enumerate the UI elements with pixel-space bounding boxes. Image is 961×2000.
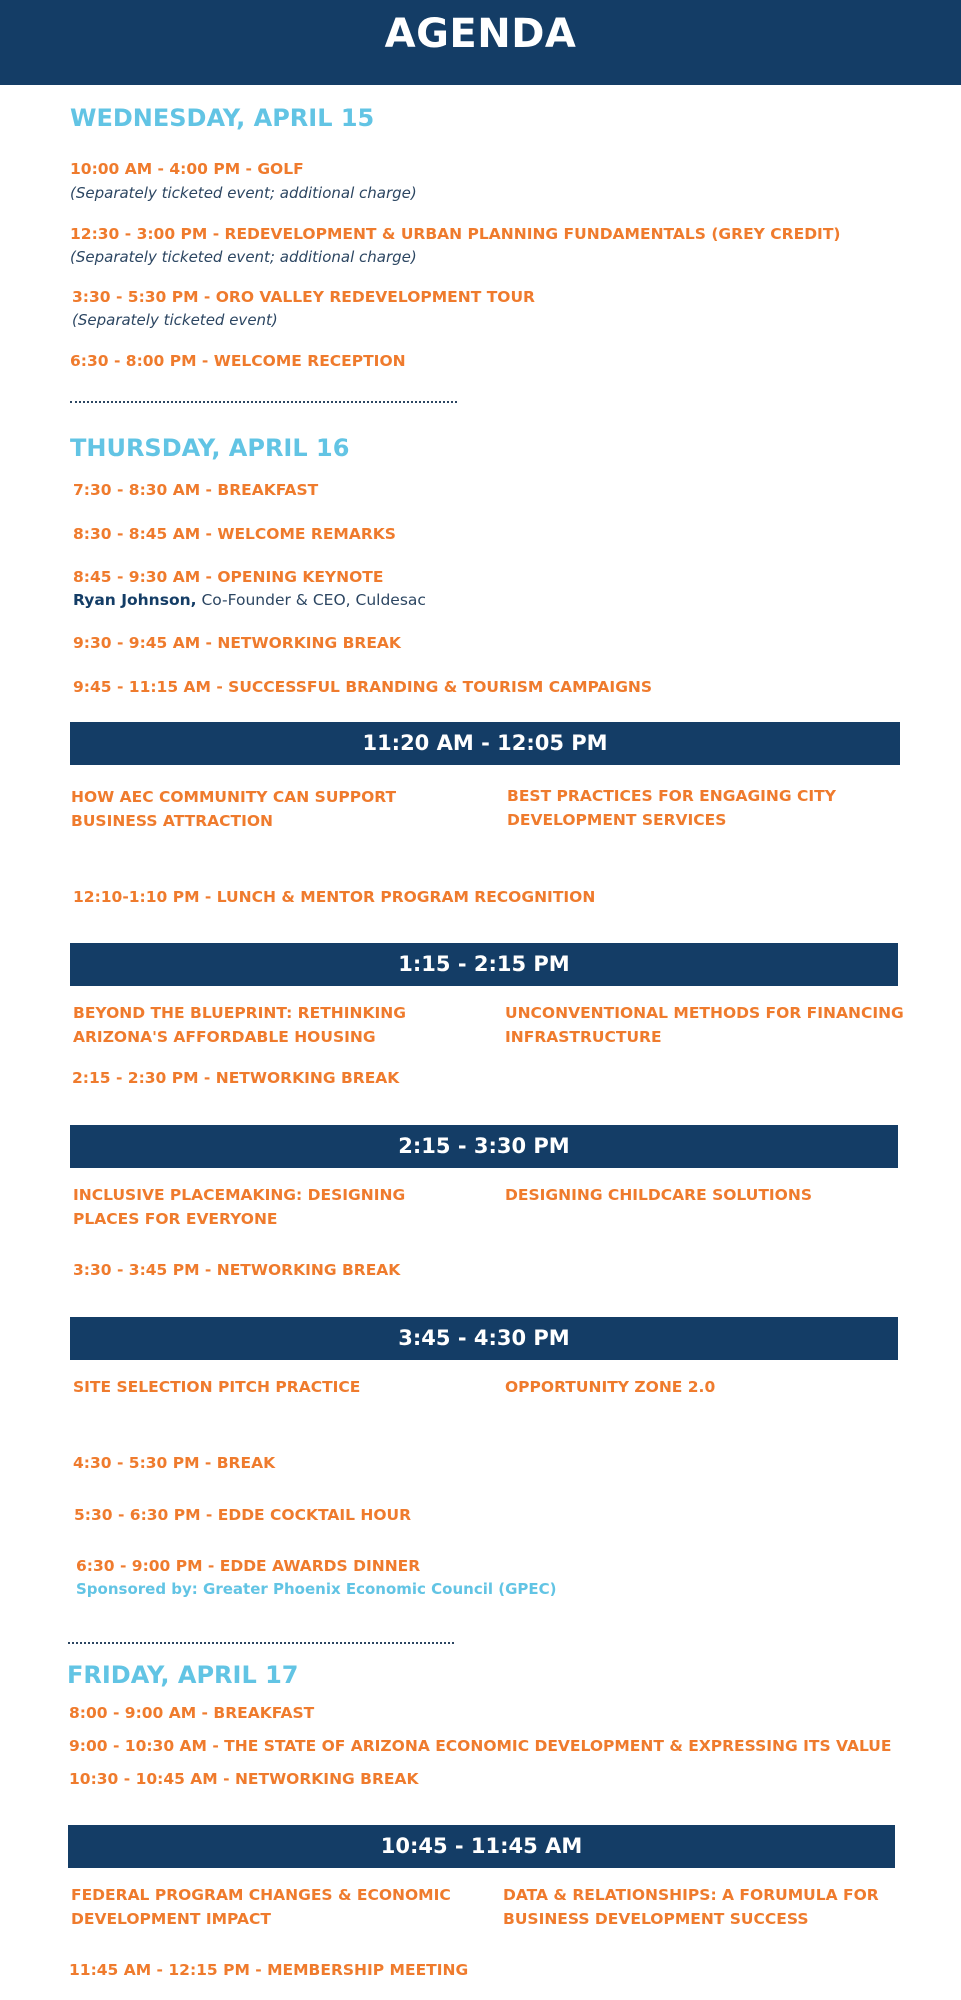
agenda-item-networking-break: 3:30 - 3:45 PM - NETWORKING BREAK: [73, 1261, 401, 1279]
agenda-item-lunch: 12:10-1:10 PM - LUNCH & MENTOR PROGRAM RECOGNITION: [73, 888, 596, 906]
day-heading-thursday: THURSDAY, APRIL 16: [70, 434, 350, 462]
agenda-item-networking-break: 10:30 - 10:45 AM - NETWORKING BREAK: [69, 1770, 419, 1788]
dotted-divider: [70, 401, 457, 403]
breakout-session-left: INCLUSIVE PLACEMAKING: DESIGNING PLACES FOR EVERYONE: [73, 1186, 406, 1228]
breakout-session-right: OPPORTUNITY ZONE 2.0: [505, 1378, 716, 1396]
day-heading-friday: FRIDAY, APRIL 17: [67, 1661, 299, 1689]
session-time-bar: 2:15 - 3:30 PM: [70, 1125, 898, 1168]
agenda-item-break: 4:30 - 5:30 PM - BREAK: [73, 1454, 276, 1472]
breakout-session-right: UNCONVENTIONAL METHODS FOR FINANCING INFRASTRUCTURE: [505, 1004, 904, 1046]
agenda-note: (Separately ticketed event; additional charge): [70, 248, 417, 266]
breakout-session-right: BEST PRACTICES FOR ENGAGING CITY DEVELOPMENT SERVICES: [507, 787, 836, 829]
agenda-item-breakfast: 7:30 - 8:30 AM - BREAKFAST: [73, 481, 319, 499]
agenda-item-golf: 10:00 AM - 4:00 PM - GOLF: [70, 160, 304, 178]
breakout-session-left: FEDERAL PROGRAM CHANGES & ECONOMIC DEVELOPMENT IMPACT: [71, 1886, 451, 1928]
dotted-divider: [68, 1642, 454, 1644]
agenda-item-networking-break: 2:15 - 2:30 PM - NETWORKING BREAK: [72, 1069, 400, 1087]
agenda-item-state-of-arizona: 9:00 - 10:30 AM - THE STATE OF ARIZONA ECONOMIC DEVELOPMENT & EXPRESSING ITS VALUE: [69, 1737, 892, 1755]
breakout-session-left: SITE SELECTION PITCH PRACTICE: [73, 1378, 361, 1396]
breakout-session-left: HOW AEC COMMUNITY CAN SUPPORT BUSINESS ATTRACTION: [71, 788, 397, 830]
day-heading-wednesday: WEDNESDAY, APRIL 15: [70, 104, 375, 132]
session-time-bar: 11:20 AM - 12:05 PM: [70, 722, 900, 765]
agenda-header: [0, 0, 961, 85]
agenda-item-opening-keynote: 8:45 - 9:30 AM - OPENING KEYNOTE: [73, 568, 384, 586]
agenda-item-welcome-reception: 6:30 - 8:00 PM - WELCOME RECEPTION: [70, 352, 406, 370]
session-time-bar: 1:15 - 2:15 PM: [70, 943, 898, 986]
speaker-role: Co-Founder & CEO, Culdesac: [201, 591, 426, 609]
agenda-item-oro-valley-tour: 3:30 - 5:30 PM - ORO VALLEY REDEVELOPMENT TOUR: [72, 288, 535, 306]
agenda-item-breakfast: 8:00 - 9:00 AM - BREAKFAST: [69, 1704, 315, 1722]
agenda-note: (Separately ticketed event; additional charge): [70, 184, 417, 202]
keynote-speaker: [73, 591, 426, 609]
speaker-name: Ryan Johnson,: [73, 591, 197, 609]
agenda-item-branding-tourism: 9:45 - 11:15 AM - SUCCESSFUL BRANDING & TOURISM CAMPAIGNS: [73, 678, 653, 696]
page-title: AGENDA: [384, 11, 577, 57]
breakout-session-right: DESIGNING CHILDCARE SOLUTIONS: [505, 1186, 812, 1204]
breakout-session-left: BEYOND THE BLUEPRINT: RETHINKING ARIZONA'S AFFORDABLE HOUSING: [73, 1004, 406, 1046]
breakout-session-right: DATA & RELATIONSHIPS: A FORUMULA FOR BUSINESS DEVELOPMENT SUCCESS: [503, 1886, 879, 1928]
agenda-item-cocktail-hour: 5:30 - 6:30 PM - EDDE COCKTAIL HOUR: [74, 1506, 412, 1524]
sponsor-credit: Sponsored by: Greater Phoenix Economic Council (GPEC): [76, 1580, 557, 1598]
agenda-item-redevelopment-fundamentals: 12:30 - 3:00 PM - REDEVELOPMENT & URBAN PLANNING FUNDAMENTALS (GREY CREDIT): [70, 225, 841, 243]
agenda-item-networking-break: 9:30 - 9:45 AM - NETWORKING BREAK: [73, 634, 401, 652]
agenda-item-welcome-remarks: 8:30 - 8:45 AM - WELCOME REMARKS: [73, 525, 396, 543]
agenda-item-awards-dinner: 6:30 - 9:00 PM - EDDE AWARDS DINNER: [76, 1557, 421, 1575]
agenda-item-membership-meeting: 11:45 AM - 12:15 PM - MEMBERSHIP MEETING: [69, 1961, 469, 1979]
session-time-bar: 3:45 - 4:30 PM: [70, 1317, 898, 1360]
session-time-bar: 10:45 - 11:45 AM: [68, 1825, 895, 1868]
agenda-note: (Separately ticketed event): [72, 311, 278, 329]
